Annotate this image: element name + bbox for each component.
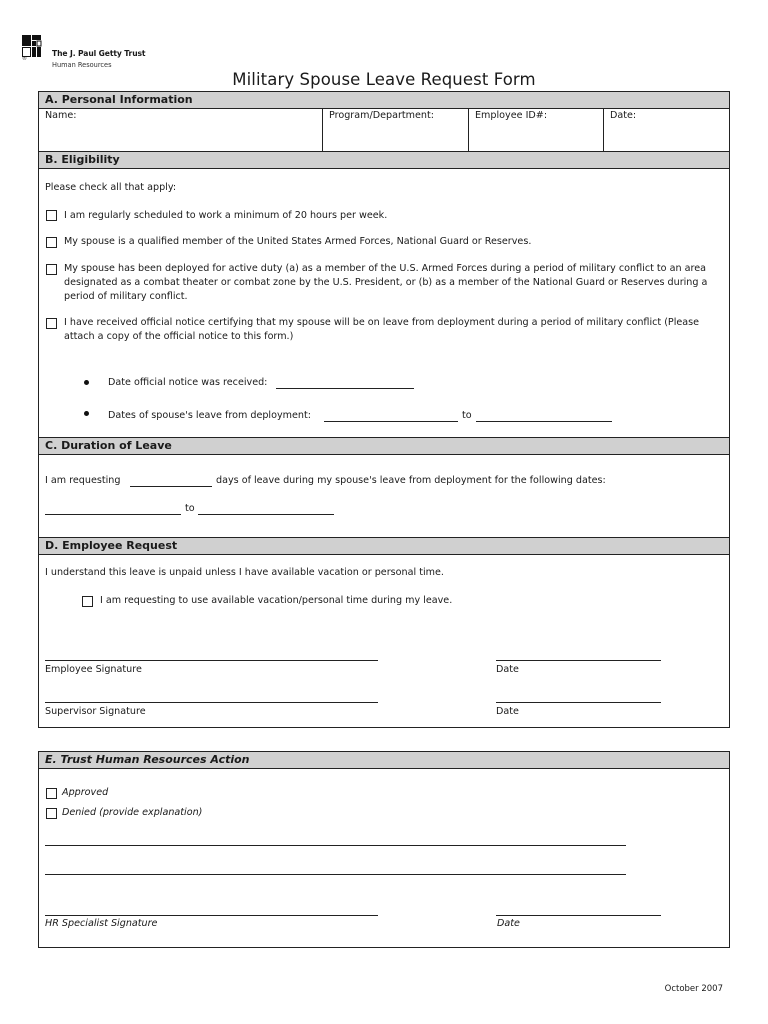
bullet xyxy=(84,411,89,416)
to-label: to xyxy=(185,503,195,514)
name-field[interactable]: Name: xyxy=(39,109,323,151)
request-prefix: I am requesting xyxy=(45,475,121,486)
bullet xyxy=(84,380,89,385)
employee-signature-label: Employee Signature xyxy=(45,664,142,675)
form-title: Military Spouse Leave Request Form xyxy=(232,70,536,89)
vacation-time-label: I am requesting to use available vacation/personal time during my leave. xyxy=(100,595,453,606)
section-personal-information xyxy=(38,91,730,152)
form-version-date: October 2007 xyxy=(664,984,723,994)
eligibility-item-3: My spouse has been deployed for active duty (a) as a member of the U.S. Armed Forces during a period of military conflict to an area designated as a combat theater or combat zone by the U.S. President, or (b) as a member of the National Guard or Reserves during a period of military conflict. xyxy=(64,263,708,302)
employee-signature-line[interactable] xyxy=(45,660,378,661)
section-heading: E. Trust Human Resources Action xyxy=(39,752,729,769)
denied-label: Denied (provide explanation) xyxy=(62,807,203,818)
approved-checkbox[interactable] xyxy=(46,788,57,799)
eligibility-checkbox-1[interactable] xyxy=(46,210,57,221)
supervisor-date-line[interactable] xyxy=(496,702,661,703)
duration-start-input-line[interactable] xyxy=(45,514,181,515)
days-input-line[interactable] xyxy=(130,486,212,487)
section-heading: A. Personal Information xyxy=(39,92,729,109)
to-label: to xyxy=(462,410,472,421)
program-department-field[interactable]: Program/Department: xyxy=(323,109,469,151)
leave-dates-label: Dates of spouse's leave from deployment: xyxy=(108,410,311,421)
explanation-line-2[interactable] xyxy=(45,874,626,875)
registered-mark: ® xyxy=(22,56,27,62)
explanation-line-1[interactable] xyxy=(45,845,626,846)
request-suffix: days of leave during my spouse's leave from deployment for the following dates: xyxy=(216,475,606,486)
employee-date-line[interactable] xyxy=(496,660,661,661)
section-heading: D. Employee Request xyxy=(39,538,729,555)
section-heading: B. Eligibility xyxy=(39,152,729,169)
notice-date-input-line[interactable] xyxy=(276,388,414,389)
eligibility-checkbox-3[interactable] xyxy=(46,264,57,275)
duration-end-input-line[interactable] xyxy=(198,514,334,515)
eligibility-checkbox-4[interactable] xyxy=(46,318,57,329)
unpaid-statement: I understand this leave is unpaid unless I have available vacation or personal time. xyxy=(45,567,444,578)
vacation-time-checkbox[interactable] xyxy=(82,596,93,607)
getty-logo-icon xyxy=(22,35,42,57)
supervisor-date-label: Date xyxy=(496,706,519,717)
leave-start-input-line[interactable] xyxy=(324,421,458,422)
approved-label: Approved xyxy=(62,787,109,798)
eligibility-item-1: I am regularly scheduled to work a minimum of 20 hours per week. xyxy=(64,210,388,221)
eligibility-checkbox-2[interactable] xyxy=(46,237,57,248)
hr-signature-label: HR Specialist Signature xyxy=(45,918,158,929)
supervisor-signature-line[interactable] xyxy=(45,702,378,703)
date-field[interactable]: Date: xyxy=(610,110,637,121)
eligibility-item-2: My spouse is a qualified member of the United States Armed Forces, National Guard or Reserves. xyxy=(64,236,532,247)
employee-date-label: Date xyxy=(496,664,519,675)
hr-date-line[interactable] xyxy=(496,915,661,916)
department-name: Human Resources xyxy=(52,61,112,69)
eligibility-intro: Please check all that apply: xyxy=(45,182,177,193)
leave-end-input-line[interactable] xyxy=(476,421,612,422)
org-name: The J. Paul Getty Trust xyxy=(52,49,146,58)
hr-date-label: Date xyxy=(497,918,520,929)
employee-id-field[interactable]: Employee ID#: xyxy=(469,109,604,151)
denied-checkbox[interactable] xyxy=(46,808,57,819)
hr-signature-line[interactable] xyxy=(45,915,378,916)
supervisor-signature-label: Supervisor Signature xyxy=(45,706,146,717)
section-heading: C. Duration of Leave xyxy=(39,438,729,455)
notice-date-label: Date official notice was received: xyxy=(108,377,268,388)
eligibility-item-4: I have received official notice certifying that my spouse will be on leave from deployment during a period of military conflict (Please attach a copy of the official notice to this form.) xyxy=(64,317,700,342)
